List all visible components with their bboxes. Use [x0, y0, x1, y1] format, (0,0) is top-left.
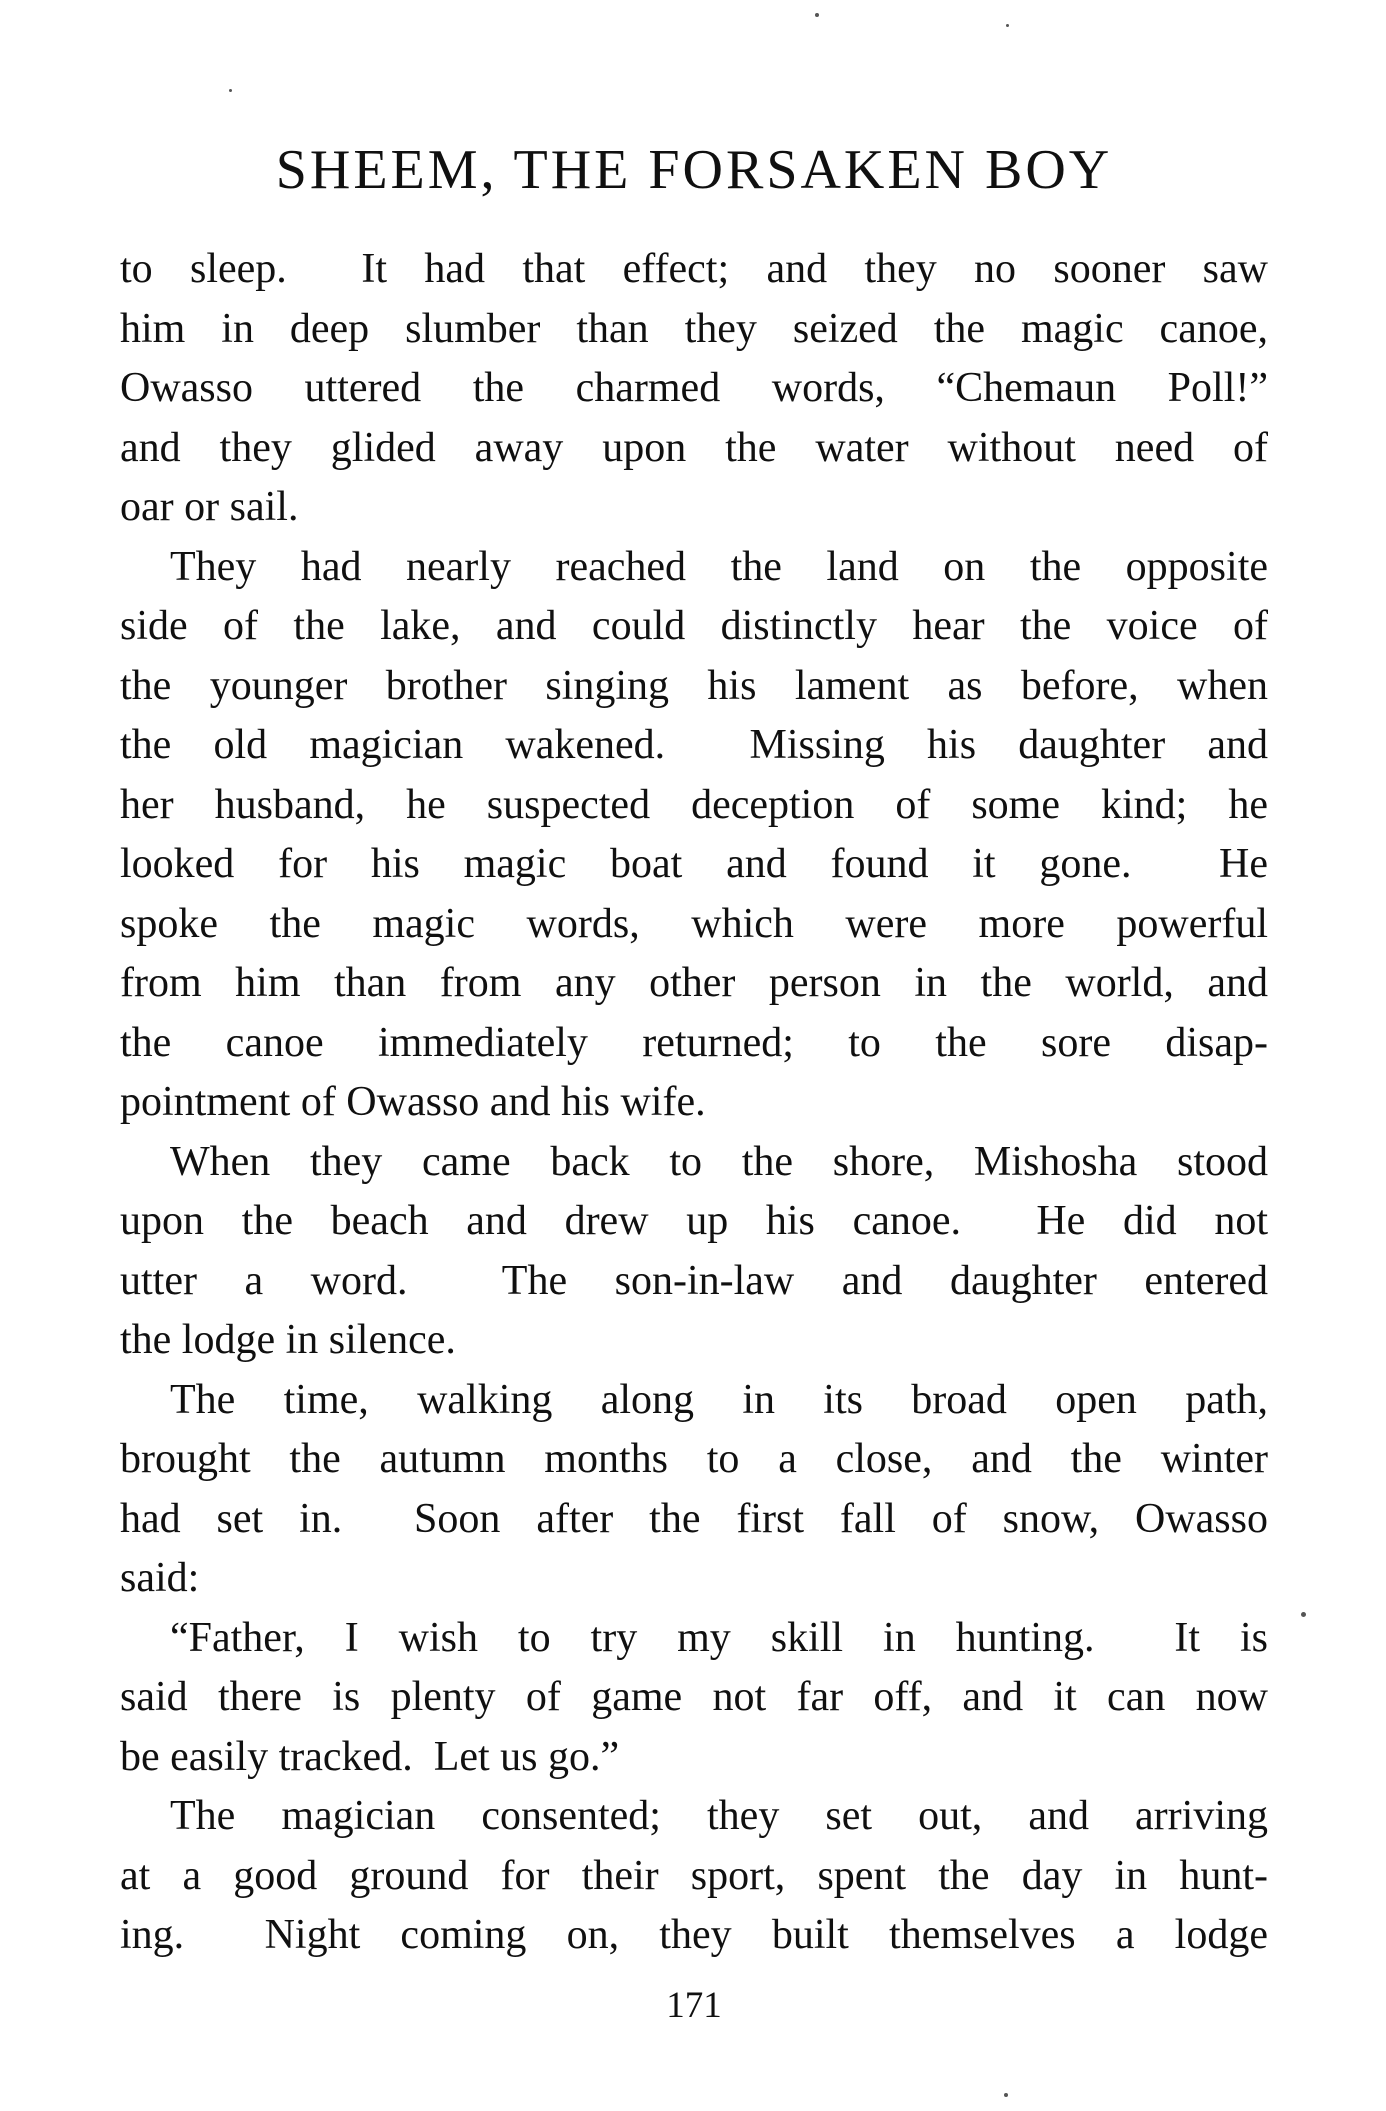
scan-speck	[1301, 1612, 1306, 1617]
scan-speck	[229, 89, 232, 92]
text-line: The magician consented; they set out, and arriving	[170, 1793, 1268, 1839]
scan-speck	[815, 13, 819, 17]
text-line: ing. Night coming on, they built themselves a lodge	[120, 1912, 1268, 1958]
text-line: They had nearly reached the land on the opposite	[170, 543, 1268, 590]
text-line: said:	[120, 1555, 200, 1601]
text-line: looked for his magic boat and found it gone. He	[120, 841, 1268, 887]
text-line: spoke the magic words, which were more powerful	[120, 900, 1268, 947]
text-line: Owasso uttered the charmed words, “Chemaun Poll!”	[120, 365, 1268, 411]
text-line: him in deep slumber than they seized the magic canoe,	[120, 305, 1268, 352]
text-line: brought the autumn months to a close, and the winter	[120, 1436, 1268, 1482]
text-line: at a good ground for their sport, spent the day in hunt-	[120, 1852, 1268, 1899]
text-line: the younger brother singing his lament as before, when	[120, 662, 1268, 709]
text-line: the canoe immediately returned; to the sore disap-	[120, 1019, 1268, 1066]
scan-speck	[1004, 2093, 1008, 2097]
text-line: from him than from any other person in the world, and	[120, 960, 1268, 1006]
text-line: said there is plenty of game not far off, and it can now	[120, 1674, 1268, 1720]
body-text	[120, 240, 1268, 1966]
text-line: pointment of Owasso and his wife.	[120, 1079, 706, 1125]
page-number: 171	[666, 1985, 722, 2026]
text-line: her husband, he suspected deception of some kind; he	[120, 781, 1268, 828]
text-line: to sleep. It had that effect; and they no sooner saw	[120, 246, 1268, 292]
text-line: side of the lake, and could distinctly hear the voice of	[120, 603, 1268, 649]
text-line: be easily tracked. Let us go.”	[120, 1733, 620, 1780]
text-line: and they glided away upon the water without need of	[120, 424, 1268, 471]
page-title: SHEEM, THE FORSAKEN BOY	[275, 139, 1113, 201]
text-line: the lodge in silence.	[120, 1317, 456, 1363]
text-line: When they came back to the shore, Mishosha stood	[170, 1138, 1268, 1185]
scan-speck	[1006, 24, 1009, 27]
text-line: upon the beach and drew up his canoe. He did not	[120, 1198, 1268, 1244]
text-line: had set in. Soon after the first fall of snow, Owasso	[120, 1495, 1268, 1542]
text-line: utter a word. The son-in-law and daughter entered	[120, 1257, 1268, 1304]
text-line: the old magician wakened. Missing his daughter and	[120, 722, 1268, 768]
text-line: “Father, I wish to try my skill in hunting. It is	[170, 1614, 1268, 1661]
text-line: oar or sail.	[120, 484, 299, 530]
text-line: The time, walking along in its broad open path,	[170, 1376, 1268, 1423]
